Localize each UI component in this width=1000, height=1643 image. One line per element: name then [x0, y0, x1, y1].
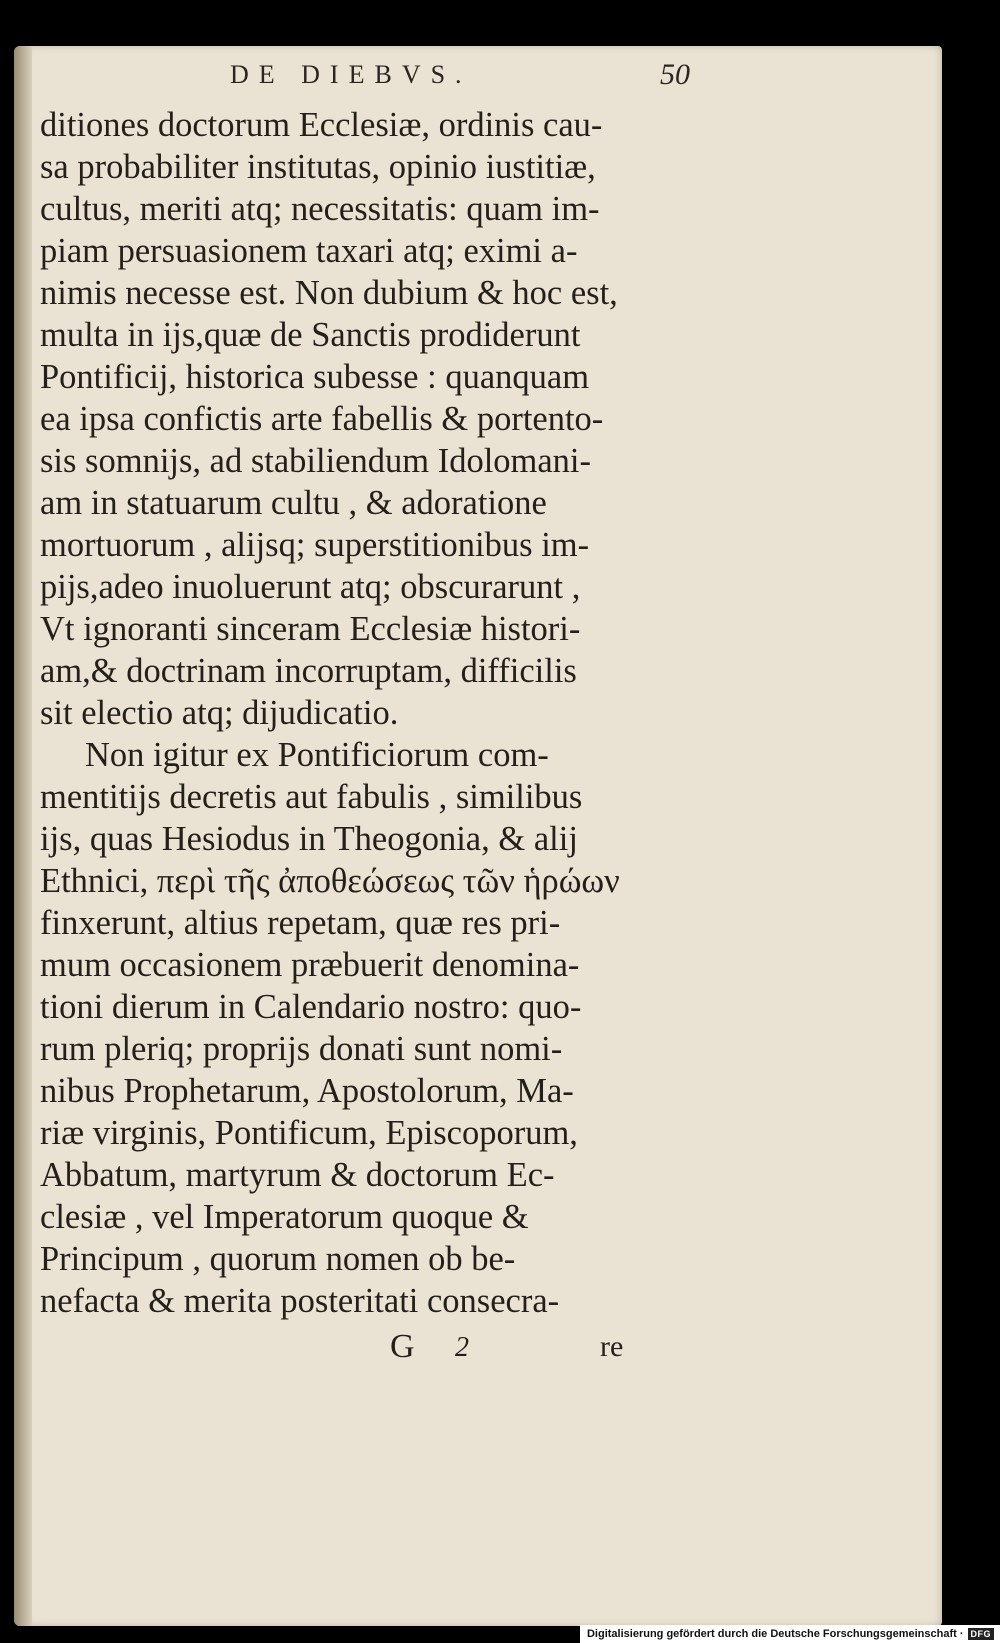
- catchword: re: [600, 1330, 624, 1363]
- text-line: Vt ignoranti sinceram Ecclesiæ histori-: [40, 610, 581, 648]
- text-line: mum occasionem præbuerit denomina-: [40, 946, 580, 984]
- text-line: rum pleriq; proprijs donati sunt nomi-: [40, 1030, 563, 1068]
- signature-mark: G: [390, 1328, 415, 1365]
- text-line: nimis necesse est. Non dubium & hoc est,: [40, 274, 618, 312]
- text-line: sit electio atq; dijudicatio.: [40, 694, 399, 732]
- text-line: ditiones doctorum Ecclesiæ, ordinis cau-: [40, 106, 603, 144]
- funding-credit: Digitalisierung gefördert durch die Deutsche Forschungsgemeinschaft ·: [586, 1628, 964, 1640]
- text-line: finxerunt, altius repetam, quæ res pri-: [40, 904, 561, 942]
- signature-number: 2: [455, 1332, 469, 1363]
- text-line: ijs, quas Hesiodus in Theogonia, & alij: [40, 820, 578, 858]
- text-line: sis somnijs, ad stabiliendum Idolomani-: [40, 442, 592, 480]
- text-line: nibus Prophetarum, Apostolorum, Ma-: [40, 1072, 574, 1110]
- text-line: riæ virginis, Pontificum, Episcoporum,: [40, 1114, 578, 1152]
- text-line: clesiæ , vel Imperatorum quoque &: [40, 1198, 529, 1236]
- text-line: pijs,adeo inuoluerunt atq; obscurarunt ,: [40, 568, 581, 606]
- running-header: [230, 60, 690, 100]
- text-line: Abbatum, martyrum & doctorum Ec-: [40, 1156, 555, 1194]
- dfg-logo: DFG: [968, 1628, 995, 1640]
- signature-line: [390, 1328, 650, 1370]
- text-line: cultus, meriti atq; necessitatis: quam im-: [40, 190, 600, 228]
- text-line: am in statuarum cultu , & adoratione: [40, 484, 547, 522]
- running-title: DE DIEBVS.: [230, 60, 472, 89]
- text-line: multa in ijs,quæ de Sanctis prodiderunt: [40, 316, 581, 354]
- text-line: Pontificij, historica subesse : quanquam: [40, 358, 590, 396]
- text-line: tioni dierum in Calendario nostro: quo-: [40, 988, 582, 1026]
- text-line: sa probabiliter institutas, opinio iustitiæ,: [40, 148, 596, 186]
- text-line-paragraph-start: Non igitur ex Pontificiorum com-: [85, 736, 549, 774]
- folio-number: 50: [660, 58, 690, 91]
- text-line: mortuorum , alijsq; superstitionibus im-: [40, 526, 590, 564]
- text-line: Principum , quorum nomen ob be-: [40, 1240, 516, 1278]
- digitization-footer: [580, 1625, 1000, 1643]
- body-text: [40, 104, 680, 1322]
- text-line: ea ipsa confictis arte fabellis & portento-: [40, 400, 604, 438]
- text-line: mentitijs decretis aut fabulis , similibus: [40, 778, 583, 816]
- page-gutter-shadow: [14, 46, 32, 1626]
- text-line: nefacta & merita posteritati consecra-: [40, 1282, 560, 1320]
- text-line: piam persuasionem taxari atq; eximi a-: [40, 232, 578, 270]
- text-line: am,& doctrinam incorruptam, difficilis: [40, 652, 577, 690]
- text-line: Ethnici, περὶ τῆς ἀποθεώσεως τῶν ἡρώων: [40, 862, 620, 900]
